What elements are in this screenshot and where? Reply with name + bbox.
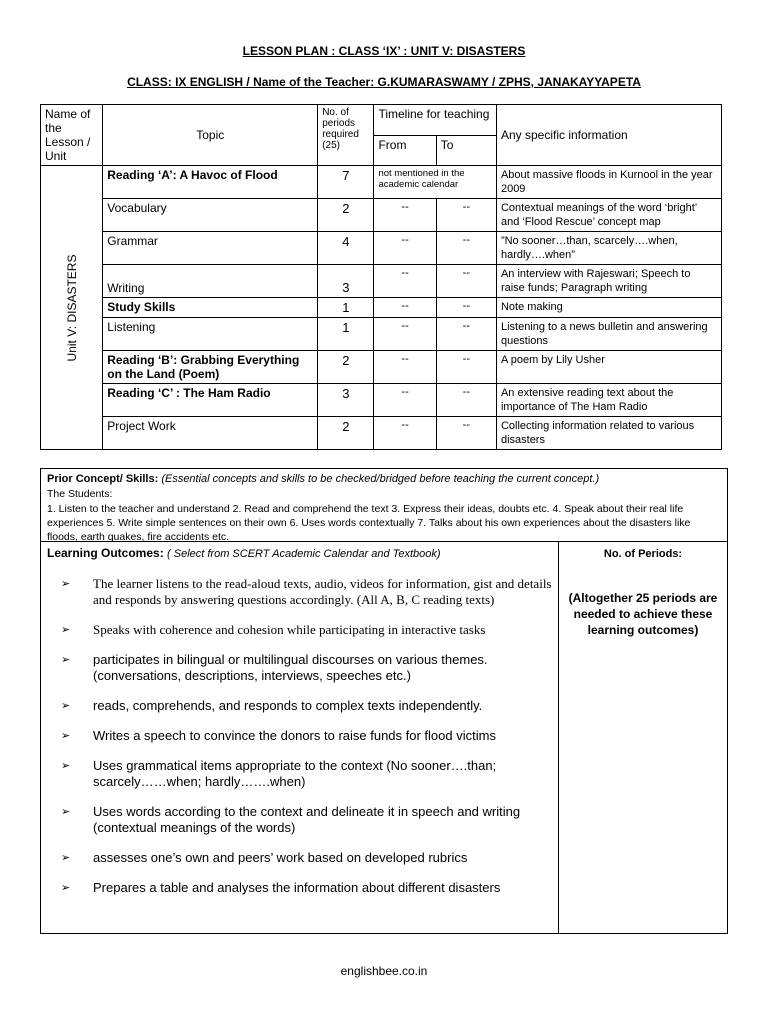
topic-cell: Project Work	[103, 417, 318, 450]
arrow-bullet-icon: ➢	[61, 730, 71, 742]
periods-cell: 3	[318, 265, 374, 298]
periods-panel	[559, 542, 727, 934]
topic-cell: Vocabulary	[103, 199, 318, 232]
table-row	[41, 298, 722, 318]
periods-cell: 2	[318, 199, 374, 232]
from-cell: --	[374, 384, 436, 417]
list-item	[47, 880, 552, 896]
table-row	[41, 232, 722, 265]
list-item	[47, 576, 552, 608]
page-title: LESSON PLAN : CLASS ‘IX’ : UNIT V: DISASTERS	[242, 44, 526, 58]
topic-cell: Reading ‘A’: A Havoc of Flood	[103, 166, 318, 199]
list-item	[47, 850, 552, 866]
list-item	[47, 804, 552, 836]
arrow-bullet-icon: ➢	[61, 624, 71, 636]
page-subtitle: CLASS: IX ENGLISH / Name of the Teacher: G.KUMARASWAMY / ZPHS, JANAKAYYAPETA	[127, 75, 641, 89]
list-item	[47, 728, 552, 744]
info-cell: An extensive reading text about the importance of The Ham Radio	[496, 384, 721, 417]
to-cell: --	[436, 232, 496, 265]
outcomes-list-panel	[41, 542, 559, 934]
from-cell: --	[374, 298, 436, 318]
unit-label: Unit V: DISASTERS	[64, 254, 79, 361]
periods-cell: 2	[318, 417, 374, 450]
outcome-text: assesses one’s own and peers’ work based on developed rubrics	[93, 850, 468, 865]
periods-cell: 1	[318, 298, 374, 318]
from-cell: --	[374, 318, 436, 351]
header-timeline: Timeline for teaching	[374, 105, 497, 136]
from-cell: --	[374, 265, 436, 298]
from-cell: --	[374, 351, 436, 384]
outcomes-heading: Learning Outcomes:	[47, 546, 164, 560]
prior-heading: Prior Concept/ Skills:	[47, 473, 159, 485]
prior-concepts-box	[40, 468, 728, 542]
table-row	[41, 417, 722, 450]
arrow-bullet-icon: ➢	[61, 760, 71, 772]
outcome-text: reads, comprehends, and responds to complex texts independently.	[93, 698, 483, 713]
footer-site: englishbee.co.in	[340, 964, 428, 978]
from-cell: --	[374, 232, 436, 265]
unit-cell	[41, 166, 103, 450]
table-row	[41, 166, 722, 199]
header-lesson-name: Name of the Lesson / Unit	[41, 105, 103, 166]
header-to: To	[436, 135, 496, 166]
info-cell: Contextual meanings of the word ‘bright’ and ‘Flood Rescue’ concept map	[496, 199, 721, 232]
header-info: Any specific information	[496, 105, 721, 166]
prior-text: 1. Listen to the teacher and understand 2. Read and comprehend the text 3. Express their ideas, doubts etc. 4. Speak about their real life experiences 5. Write simple sentences on their own 6. Uses words contextually 7. Talks about his own experiences about the disasters like floods, earth quakes, fire accidents etc.	[47, 503, 691, 543]
arrow-bullet-icon: ➢	[61, 700, 71, 712]
prior-heading-note: (Essential concepts and skills to be checked/bridged before teaching the current concept.)	[161, 473, 600, 485]
outcome-text: Speaks with coherence and cohesion while participating in interactive tasks	[93, 622, 486, 637]
learning-outcomes-box	[40, 542, 728, 934]
table-row	[41, 265, 722, 298]
list-item	[47, 622, 552, 638]
arrow-bullet-icon: ➢	[61, 852, 71, 864]
topic-cell: Writing	[103, 265, 318, 298]
periods-cell: 1	[318, 318, 374, 351]
arrow-bullet-icon: ➢	[61, 654, 71, 666]
to-cell: --	[436, 265, 496, 298]
list-item	[47, 652, 552, 684]
list-item	[47, 698, 552, 714]
from-cell: not mentioned in the academic calendar	[374, 166, 497, 199]
outcome-text: Uses grammatical items appropriate to the context (No sooner….than; scarcely……when; hardly…….when)	[93, 758, 497, 789]
info-cell: About massive floods in Kurnool in the year 2009	[496, 166, 721, 199]
periods-note: (Altogether 25 periods are needed to achieve these learning outcomes)	[568, 591, 718, 637]
outcome-text: The learner listens to the read-aloud texts, audio, videos for information, gist and details and responds by answering questions accordingly. (All A, B, C reading texts)	[93, 576, 552, 607]
to-cell: --	[436, 417, 496, 450]
to-cell: --	[436, 298, 496, 318]
list-item	[47, 758, 552, 790]
periods-cell: 2	[318, 351, 374, 384]
arrow-bullet-icon: ➢	[61, 882, 71, 894]
topic-cell: Reading ‘C’ : The Ham Radio	[103, 384, 318, 417]
periods-cell: 7	[318, 166, 374, 199]
outcome-text: Uses words according to the context and delineate it in speech and writing (contextual meanings of the words)	[93, 804, 521, 835]
header-periods: No. of periods required (25)	[318, 105, 374, 166]
info-cell: Collecting information related to various disasters	[496, 417, 721, 450]
outcome-text: participates in bilingual or multilingual discourses on various themes. (conversations, descriptions, interviews, speeches etc.)	[93, 652, 488, 683]
outcome-text: Prepares a table and analyses the information about different disasters	[93, 880, 501, 895]
table-row	[41, 384, 722, 417]
from-cell: --	[374, 199, 436, 232]
outcomes-heading-note: ( Select from SCERT Academic Calendar and Textbook)	[167, 548, 441, 560]
info-cell: Listening to a news bulletin and answering questions	[496, 318, 721, 351]
table-header-row	[41, 105, 722, 136]
outcome-text: Writes a speech to convince the donors to raise funds for flood victims	[93, 728, 496, 743]
arrow-bullet-icon: ➢	[61, 578, 71, 590]
info-cell: An interview with Rajeswari; Speech to raise funds; Paragraph writing	[496, 265, 721, 298]
info-cell: Note making	[496, 298, 721, 318]
topic-cell: Listening	[103, 318, 318, 351]
periods-cell: 3	[318, 384, 374, 417]
from-cell: --	[374, 417, 436, 450]
to-cell: --	[436, 199, 496, 232]
periods-heading: No. of Periods:	[603, 548, 683, 560]
to-cell: --	[436, 351, 496, 384]
to-cell: --	[436, 318, 496, 351]
arrow-bullet-icon: ➢	[61, 806, 71, 818]
info-cell: A poem by Lily Usher	[496, 351, 721, 384]
topic-cell: Reading ‘B’: Grabbing Everything on the Land (Poem)	[103, 351, 318, 384]
info-cell: ”No sooner…than, scarcely….when, hardly….when”	[496, 232, 721, 265]
table-row	[41, 199, 722, 232]
table-row	[41, 318, 722, 351]
header-from: From	[374, 135, 436, 166]
lesson-plan-table	[40, 104, 722, 450]
header-topic: Topic	[103, 105, 318, 166]
periods-cell: 4	[318, 232, 374, 265]
topic-cell: Grammar	[103, 232, 318, 265]
table-row	[41, 351, 722, 384]
topic-cell: Study Skills	[103, 298, 318, 318]
to-cell: --	[436, 384, 496, 417]
prior-students-label: The Students:	[47, 488, 113, 500]
